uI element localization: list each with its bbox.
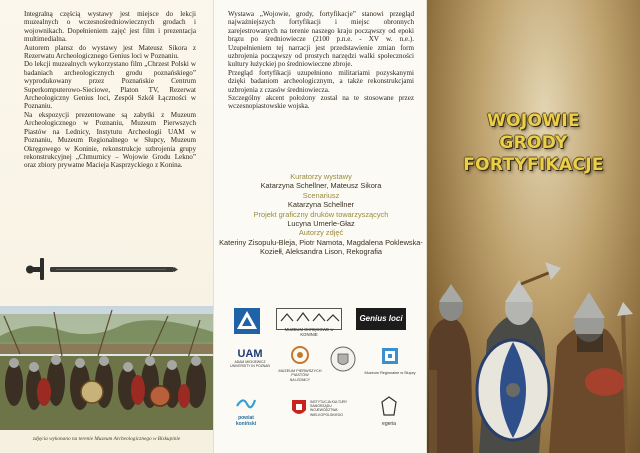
left-text-block xyxy=(24,10,196,170)
paragraph: Wystawa „Wojowie, grody, fortyfikacje” stanowi przegląd najważniejszych fortyfikacji i miejsc obronnych zarejestrowanych na terenie naszego kraju począwszy od epoki brązu po średniowiecze (2100 p.n.e. - XV w. n.e.). Uzupełnieniem tej narracji jest przedstawienie zmian form uzbrojenia począwszy od prostych narzędzi walki społeczności kultury łużyckiej po średniowieczne zbroje. xyxy=(228,10,414,69)
paragraph: Autorem plansz do wystawy jest Mateusz Sikora z Rezerwatu Archeologicznego Genius loci w Poznaniu. xyxy=(24,43,196,61)
egeria-logo: egeria xyxy=(372,396,406,427)
genius-loci-logo: Genius loci xyxy=(356,308,406,330)
sponsor-logos xyxy=(214,300,428,450)
paragraph: Integralną częścią wystawy jest miejsce do lekcji muzealnych o wczesnośredniowiecznych grodach i wojownikach. Dopełnieniem zajęć jest film i prezentacja multimedialna. xyxy=(24,10,196,44)
cultural-institution-label: INSTYTUCJA KULTURY SAMORZĄDU WOJEWÓDZTWA WIELKOPOLSKIEGO xyxy=(310,400,348,417)
middle-text-block xyxy=(228,10,414,111)
warriors-photo xyxy=(427,250,640,453)
slupca-museum-logo: Muzeum Regionalne w Słupcy xyxy=(364,346,416,375)
wielkopolska-region-logo xyxy=(292,400,306,418)
battle-reenactment-photo xyxy=(0,306,213,430)
sword-image xyxy=(26,254,178,284)
credits xyxy=(218,172,424,257)
paragraph: Przegląd fortyfikacji uzupełniono militariami pozyskanymi dzięki badaniom archeologicznym, a także rekonstrukcjami uzbrojenia z czasów średniowiecza. xyxy=(228,68,414,94)
credit-role: Projekt graficzny druków towarzyszących xyxy=(253,209,389,219)
left-panel xyxy=(0,0,213,453)
credit-names: Katarzyna Schellner, Mateusz Sikora xyxy=(260,181,382,191)
credit-role: Scenariusz xyxy=(302,190,340,200)
crest-logo xyxy=(330,346,356,372)
national-museum-logo xyxy=(234,308,260,334)
credit-names: Kateriny Zisopulu-Bleja, Piotr Namota, Magdalena Poklewska-Koziełł, Aleksandra Lison, Rekografia xyxy=(219,237,423,257)
title-line: WOJOWIE xyxy=(487,111,580,131)
cover-panel xyxy=(427,0,640,453)
paragraph: Do lekcji muzealnych wykorzystano film „Chrzest Polski w badaniach archeologicznych grodu poznańskiego” wyprodukowany przez Poznańskie Centrum Superkomputerowo-Sieciowe, Platon TV, Rezerwat Archeologiczny Genius loci, Zespół Szkół Łączności w Poznaniu. xyxy=(24,60,196,111)
credit-role: Autorzy zdjęć xyxy=(298,228,344,238)
title-line: FORTYFIKACJE xyxy=(463,155,604,175)
museum-okregowe-logo: MUZEUM OKRĘGOWE w KONINIE xyxy=(276,308,342,330)
paragraph: Na ekspozycji prezentowane są zabytki z Muzeum Archeologicznego w Poznaniu, Muzeum Pierwszych Piastów na Lednicy, Instytutu Archeologii UAM w Poznaniu, Muzeum Regionalnego w Słupcy, Muzeum Okręgowego w Koninie, rekonstrukcje uzbrojenia grupy rekonstrukcyjnej „Chmurnicy – Wojowie Grodu Lekno” oraz zbiory prywatne Macieja Kasprzyckiego z Konina. xyxy=(24,110,196,170)
konin-county-logo: powiat koniński xyxy=(228,396,264,427)
photo-caption: zdjęcia wykonano na terenie Muzeum Archeologicznego w Biskupinie xyxy=(32,436,181,442)
paragraph: Szczególny akcent położony został na te stosowane przez wczesnopiastowskie wojska. xyxy=(228,94,414,111)
credit-names: Lucyna Umerle-Głaz xyxy=(287,219,355,229)
middle-panel xyxy=(213,0,427,453)
credit-role: Kuratorzy wystawy xyxy=(290,172,352,181)
battle-scene xyxy=(0,306,213,430)
title-line: GRODY xyxy=(499,133,568,153)
cover-title xyxy=(427,110,640,176)
uam-logo: UAM ADAM MICKIEWICZ UNIVERSITY IN POZNAŃ xyxy=(230,348,270,368)
credit-names: Katarzyna Schellner xyxy=(287,200,355,210)
lednica-museum-logo: MUZEUM PIERWSZYCH PIASTÓW NA LEDNICY xyxy=(278,346,322,382)
